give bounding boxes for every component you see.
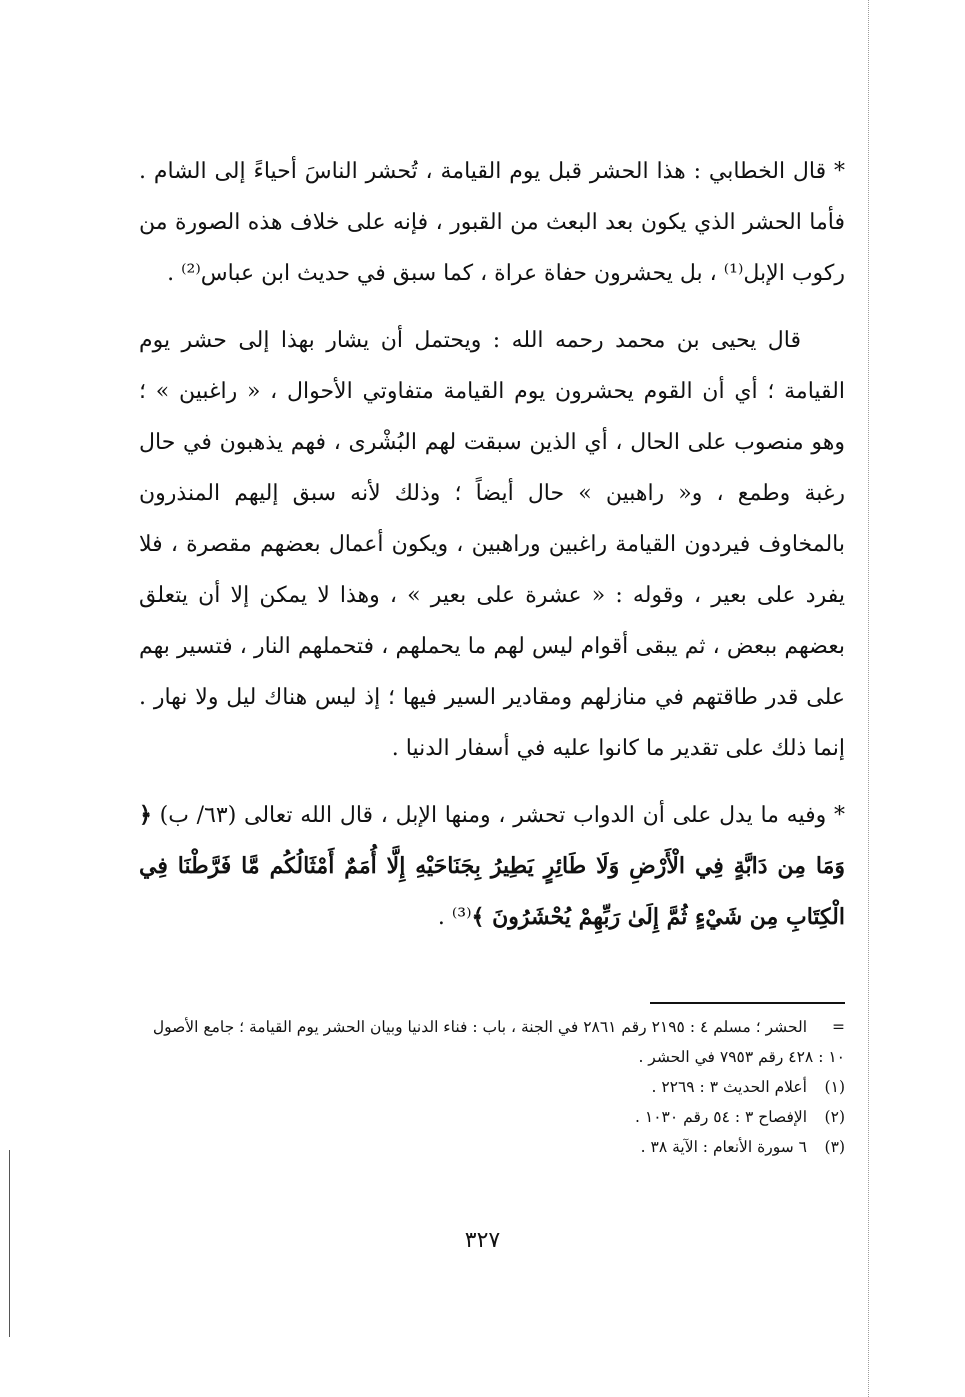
footnote-continuation-marker: = xyxy=(832,1018,845,1036)
footnote-number: (٢) xyxy=(824,1108,845,1126)
quran-verse: ﴿ وَمَا مِن دَابَّةٍ فِي الْأَرْضِ وَلَا طَائِرٍ يَطِيرُ بِجَنَاحَيْهِ إِلَّا أُمَمٌ أَمْثَالُكُم مَّا فَرَّطْنَا فِي الْكِتَابِ مِن شَيْءٍ ثُمَّ إِلَىٰ رَبِّهِمْ يُحْشَرُونَ ﴾ xyxy=(139,802,845,930)
paragraph-khattabi: * قال الخطابي : هذا الحشر قبل يوم القيامة ، تُحشر الناسَ أحياءً إلى الشام . فأما الحشر الذي يكون بعد البعث من القبور ، فإنه على خلاف هذه الصورة من ركوب الإبل⁽¹⁾ ، بل يحشرون حفاة عراة ، كما سبق في حديث ابن عباس⁽²⁾ . xyxy=(139,159,845,286)
footnote-text: ٦ سورة الأنعام : الآية ٣٨ . xyxy=(640,1138,807,1156)
paragraph-yahya: قال يحيى بن محمد رحمه الله : ويحتمل أن يشار بهذا إلى حشر يوم القيامة ؛ أي أن القوم يحشرون يوم القيامة متفاوتي الأحوال ، « راغبين » ؛ وهو منصوب على الحال ، أي الذين سبقت لهم البُشْرى ، فهم يذهبون في حال رغبة وطمع ، و« راهبين » حال أيضاً ؛ وذلك لأنه سبق إليهم المنذرون بالمخاوف فيردون القيامة راغبين وراهبين ، ويكون أعمال بعضهم مقصرة ، فلا يفرد على بعير ، وقوله : « عشرة على بعير » ، وهذا لا يمكن إلا أن يتعلق بعضهم ببعض ، ثم يبقى أقوام ليس لهم ما يحملهم ، فتحملهم النار ، فتسير بهم على قدر طاقتهم في منازلهم ومقادير السير فيها ؛ إذ ليس هناك ليل ولا نهار . إنما ذلك على تقدير ما كانوا عليه في أسفار الدنيا . xyxy=(139,328,846,761)
footnote-number: (٣) xyxy=(824,1138,845,1156)
page-number: ٣٢٧ xyxy=(464,1228,501,1253)
footnote-1 xyxy=(139,1072,845,1102)
footnote-continuation xyxy=(139,1012,845,1072)
paragraph-animals xyxy=(139,790,845,943)
footnote-separator xyxy=(650,1002,845,1004)
page-edge-right xyxy=(868,0,869,1397)
footnote-text: أعلام الحديث ٣ : ٢٢٦٩ . xyxy=(651,1078,807,1096)
paragraph-animals-intro: * وفيه ما يدل على أن الدواب تحشر ، ومنها الإبل ، قال الله تعالى (٦٣/ ب) xyxy=(151,803,845,828)
footnotes xyxy=(139,1002,845,1162)
footnote-3 xyxy=(139,1132,845,1162)
main-text xyxy=(139,146,845,943)
paragraph-animals-end: ⁽³⁾ . xyxy=(437,905,472,930)
footnote-2 xyxy=(139,1102,845,1132)
footnote-text: الإفصاح ٣ : ٥٤ رقم ١٠٣٠ . xyxy=(635,1108,807,1126)
footnote-continuation-text: الحشر ؛ مسلم ٤ : ٢١٩٥ رقم ٢٨٦١ في الجنة ، باب : فناء الدنيا وبيان الحشر يوم القيامة ؛ جامع الأصول ١٠ : ٤٢٨ رقم ٧٩٥٣ في الحشر . xyxy=(152,1018,845,1066)
footnote-number: (١) xyxy=(824,1078,845,1096)
